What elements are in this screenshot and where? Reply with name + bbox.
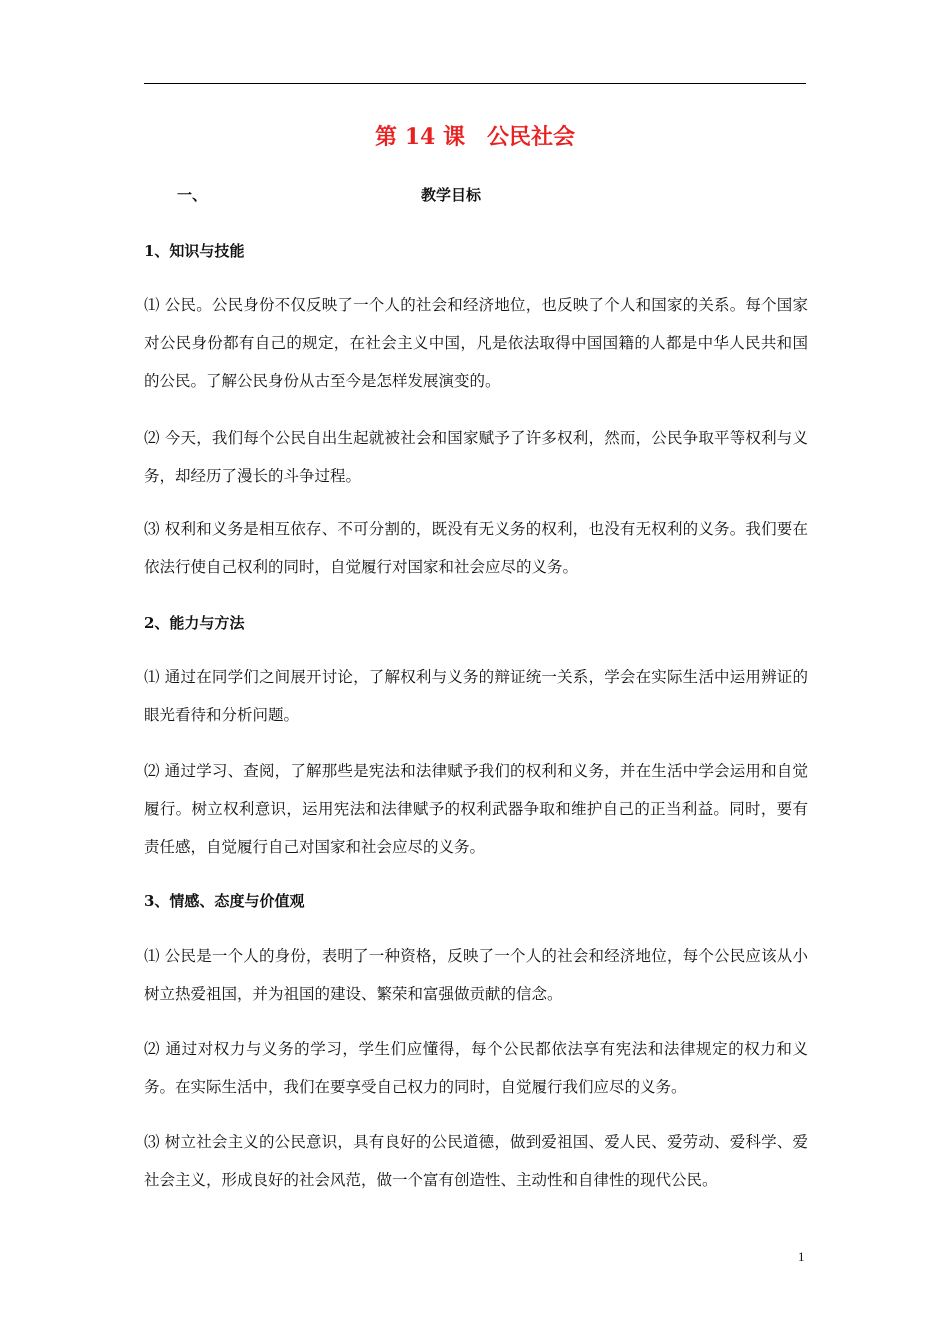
paragraph-item: ⑵ 通过对权力与义务的学习，学生们应懂得，每个公民都依法享有宪法和法律规定的权力和义务。在实际生活中，我们在要享受自己权力的同时，自觉履行我们应尽的义务。 (144, 1040, 808, 1096)
page-number: 1 (798, 1249, 805, 1264)
section-one-number: 一、 (177, 186, 208, 204)
page-title: 第 14 课 公民社会 (375, 124, 575, 150)
paragraph-item: ⑴ 公民是一个人的身份，表明了一种资格，反映了一个人的社会和经济地位，每个公民应该从小树立热爱祖国，并为祖国的建设、繁荣和富强做贡献的信念。 (144, 947, 808, 1003)
subsection-heading-ability: 2、能力与方法 (144, 614, 245, 632)
subsection-heading-knowledge: 1、知识与技能 (144, 242, 245, 260)
paragraph-item: ⑴ 通过在同学们之间展开讨论，了解权利与义务的辩证统一关系，学会在实际生活中运用辨证的眼光看待和分析问题。 (144, 668, 808, 724)
subsection-heading-values: 3、情感、态度与价值观 (144, 892, 305, 910)
paragraph-item: ⑶ 树立社会主义的公民意识，具有良好的公民道德，做到爱祖国、爱人民、爱劳动、爱科学、爱社会主义，形成良好的社会风范，做一个富有创造性、主动性和自律性的现代公民。 (144, 1133, 808, 1189)
paragraph-item: ⑵ 今天，我们每个公民自出生起就被社会和国家赋予了许多权利，然而，公民争取平等权利与义务，却经历了漫长的斗争过程。 (144, 429, 808, 485)
header-rule (144, 83, 806, 84)
paragraph-item: ⑶ 权利和义务是相互依存、不可分割的，既没有无义务的权利，也没有无权利的义务。我们要在依法行使自己权利的同时，自觉履行对国家和社会应尽的义务。 (144, 520, 808, 576)
section-one-title: 教学目标 (421, 186, 482, 204)
paragraph-item: ⑵ 通过学习、查阅，了解那些是宪法和法律赋予我们的权利和义务，并在生活中学会运用和自觉履行。树立权利意识，运用宪法和法律赋予的权利武器争取和维护自己的正当利益。同时，要有责任感，自觉履行自己对国家和社会应尽的义务。 (144, 762, 808, 856)
paragraph-item: ⑴ 公民。公民身份不仅反映了一个人的社会和经济地位，也反映了个人和国家的关系。每个国家对公民身份都有自己的规定，在社会主义中国，凡是依法取得中国国籍的人都是中华人民共和国的公民。了解公民身份从古至今是怎样发展演变的。 (144, 296, 808, 390)
